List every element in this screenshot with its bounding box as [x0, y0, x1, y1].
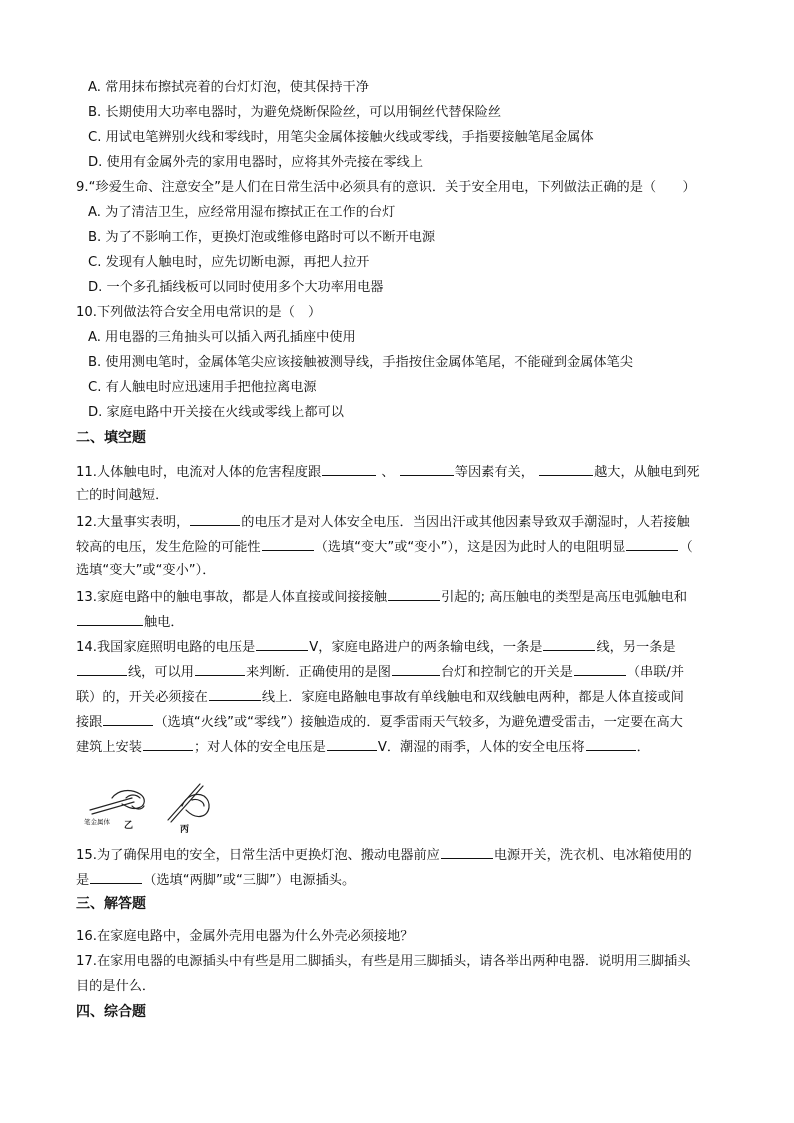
q14-text: V，家庭电路进户的两条输电线，一条是	[309, 640, 543, 655]
q14-text: 线上．家庭电路触电事故有单线触电和双线触电两种，都是人体直接或间	[261, 690, 684, 705]
q10-option-c: C. 有人触电时应迅速用手把他拉离电源	[88, 380, 317, 395]
answer-blank[interactable]	[322, 461, 376, 476]
answer-blank[interactable]	[190, 511, 240, 526]
q14-text: 来判断．正确使用的是图	[245, 665, 391, 680]
q10-option-b: B. 使用测电笔时，金属体笔尖应该接触被测导线，手指按住金属体笔尾，不能碰到金属体笔尖	[88, 355, 633, 370]
q17-line1: 17.在家用电器的电源插头中有些是用二脚插头，有些是用三脚插头，请各举出两种电器．说明用三脚插头	[76, 954, 691, 969]
answer-blank[interactable]	[539, 461, 593, 476]
answer-blank[interactable]	[209, 686, 261, 701]
figure-label-bing: 丙	[180, 825, 190, 835]
answer-blank[interactable]	[392, 661, 440, 676]
answer-blank[interactable]	[400, 461, 454, 476]
answer-blank[interactable]	[543, 636, 595, 651]
q9-option-d: D. 一个多孔插线板可以同时使用多个大功率用电器	[88, 280, 384, 295]
q11-text: 越大，从触电到死	[594, 465, 700, 480]
q13-line2	[76, 611, 184, 633]
q12-text: 12.大量事实表明，	[76, 515, 190, 530]
q12-text: 较高的电压，发生危险的可能性	[76, 540, 261, 555]
q14-line5	[76, 736, 650, 758]
q14-line1	[76, 636, 676, 658]
q9-option-b: B. 为了不影响工作，更换灯泡或维修电路时可以不断开电源	[88, 230, 436, 245]
q12-text: （	[679, 540, 693, 555]
q12-line3: 选填“变大”或“变小”）．	[76, 563, 216, 578]
q14-text: 台灯和控制它的开关是	[441, 665, 573, 680]
q15-line1	[76, 844, 692, 866]
answer-blank[interactable]	[77, 611, 143, 626]
q10-option-a: A. 用电器的三角抽头可以插入两孔插座中使用	[88, 330, 356, 345]
q11-line1	[76, 461, 700, 483]
hand-yi-drawing	[90, 791, 144, 814]
q13-text: 引起的; 高压触电的类型是高压电弧触电和	[441, 590, 688, 605]
q14-line4	[76, 711, 683, 733]
q13-text: 触电．	[144, 615, 184, 630]
q17-line2: 目的是什么．	[76, 979, 156, 994]
answer-blank[interactable]	[77, 661, 127, 676]
q14-text: V．潮湿的雨季，人体的安全电压将	[377, 740, 585, 755]
q12-text: 的电压才是对人体安全电压．当因出汗或其他因素导致双手潮湿时，人若接触	[241, 515, 690, 530]
q8-option-c: C. 用试电笔辨别火线和零线时，用笔尖金属体接触火线或零线，手指要接触笔尾金属体	[88, 130, 594, 145]
q10-option-d: D. 家庭电路中开关接在火线或零线上都可以	[88, 405, 344, 420]
q14-text: 14.我国家庭照明电路的电压是	[76, 640, 256, 655]
q8-option-d: D. 使用有金属外壳的家用电器时，应将其外壳接在零线上	[88, 155, 424, 170]
q14-text: （串联/并	[626, 665, 685, 680]
q15-text: （选填“两脚”或“三脚”）电源插头。	[143, 873, 356, 888]
hand-bing-drawing	[168, 784, 209, 822]
answer-blank[interactable]	[574, 661, 626, 676]
answer-blank[interactable]	[103, 711, 153, 726]
q16-stem: 16.在家庭电路中，金属外壳用电器为什么外壳必须接地？	[76, 929, 414, 944]
answer-blank[interactable]	[626, 536, 678, 551]
answer-blank[interactable]	[143, 736, 193, 751]
figure-label-yi: 乙	[124, 821, 134, 831]
section-fill-in-heading: 二、填空题	[76, 430, 146, 446]
q15-text: 电源开关，洗衣机、电冰箱使用的	[493, 848, 692, 863]
answer-blank[interactable]	[586, 736, 636, 751]
answer-blank[interactable]	[90, 869, 142, 884]
q15-text: 15.为了确保用电的安全，日常生活中更换灯泡、搬动电器前应	[76, 848, 440, 863]
q12-line2	[76, 536, 693, 558]
q14-text: ．	[636, 740, 650, 755]
q11-text: 等因素有关，	[454, 465, 534, 480]
test-pen-illustration	[82, 776, 222, 836]
figure-label-pen-metal: 笔金属体	[84, 818, 110, 826]
answer-blank[interactable]	[262, 536, 314, 551]
q14-text: ；对人体的安全电压是	[193, 740, 326, 755]
q15-line2	[76, 869, 355, 891]
q11-line2: 亡的时间越短．	[76, 488, 169, 503]
q14-text: 接跟	[76, 715, 103, 730]
q13-text: 13.家庭电路中的触电事故，都是人体直接或间接接触	[76, 590, 388, 605]
q12-line1	[76, 511, 690, 533]
q11-text: 11.人体触电时，电流对人体的危害程度跟	[76, 465, 322, 480]
q14-line3	[76, 686, 684, 708]
q14-text: 线，可以用	[128, 665, 194, 680]
q12-text: （选填“变大”或“变小”），这是因为此时人的电阻明显	[314, 540, 626, 555]
q14-line2	[76, 661, 684, 683]
answer-blank[interactable]	[327, 736, 377, 751]
q9-stem: 9.“珍爱生命、注意安全”是人们在日常生活中必须具有的意识．关于安全用电，下列做法正确的是（ ）	[76, 180, 696, 195]
q14-text: 建筑上安装	[76, 740, 142, 755]
q14-text: 线，另一条是	[596, 640, 676, 655]
q11-text: 、	[381, 465, 395, 480]
q14-text: 联）的，开关必须接在	[76, 690, 208, 705]
q9-option-c: C. 发现有人触电时，应先切断电源，再把人拉开	[88, 255, 370, 270]
q10-stem: 10.下列做法符合安全用电常识的是（ ）	[76, 305, 322, 320]
section-answer-heading: 三、解答题	[76, 896, 146, 912]
q15-text: 是	[76, 873, 90, 888]
q13-line1	[76, 586, 687, 608]
section-comprehensive-heading: 四、综合题	[76, 1004, 146, 1020]
answer-blank[interactable]	[441, 844, 493, 859]
answer-blank[interactable]	[388, 586, 440, 601]
answer-blank[interactable]	[256, 636, 308, 651]
q14-text: （选填“火线”或“零线”）接触造成的．夏季雷雨天气较多，为避免遭受雷击，一定要在高大	[154, 715, 683, 730]
q8-option-b: B. 长期使用大功率电器时，为避免烧断保险丝，可以用铜丝代替保险丝	[88, 105, 502, 120]
q8-option-a: A. 常用抹布擦拭亮着的台灯灯泡，使其保持干净	[88, 80, 369, 95]
q9-option-a: A. 为了清洁卫生，应经常用湿布擦拭正在工作的台灯	[88, 205, 396, 220]
answer-blank[interactable]	[195, 661, 245, 676]
test-pen-figure	[82, 776, 222, 836]
